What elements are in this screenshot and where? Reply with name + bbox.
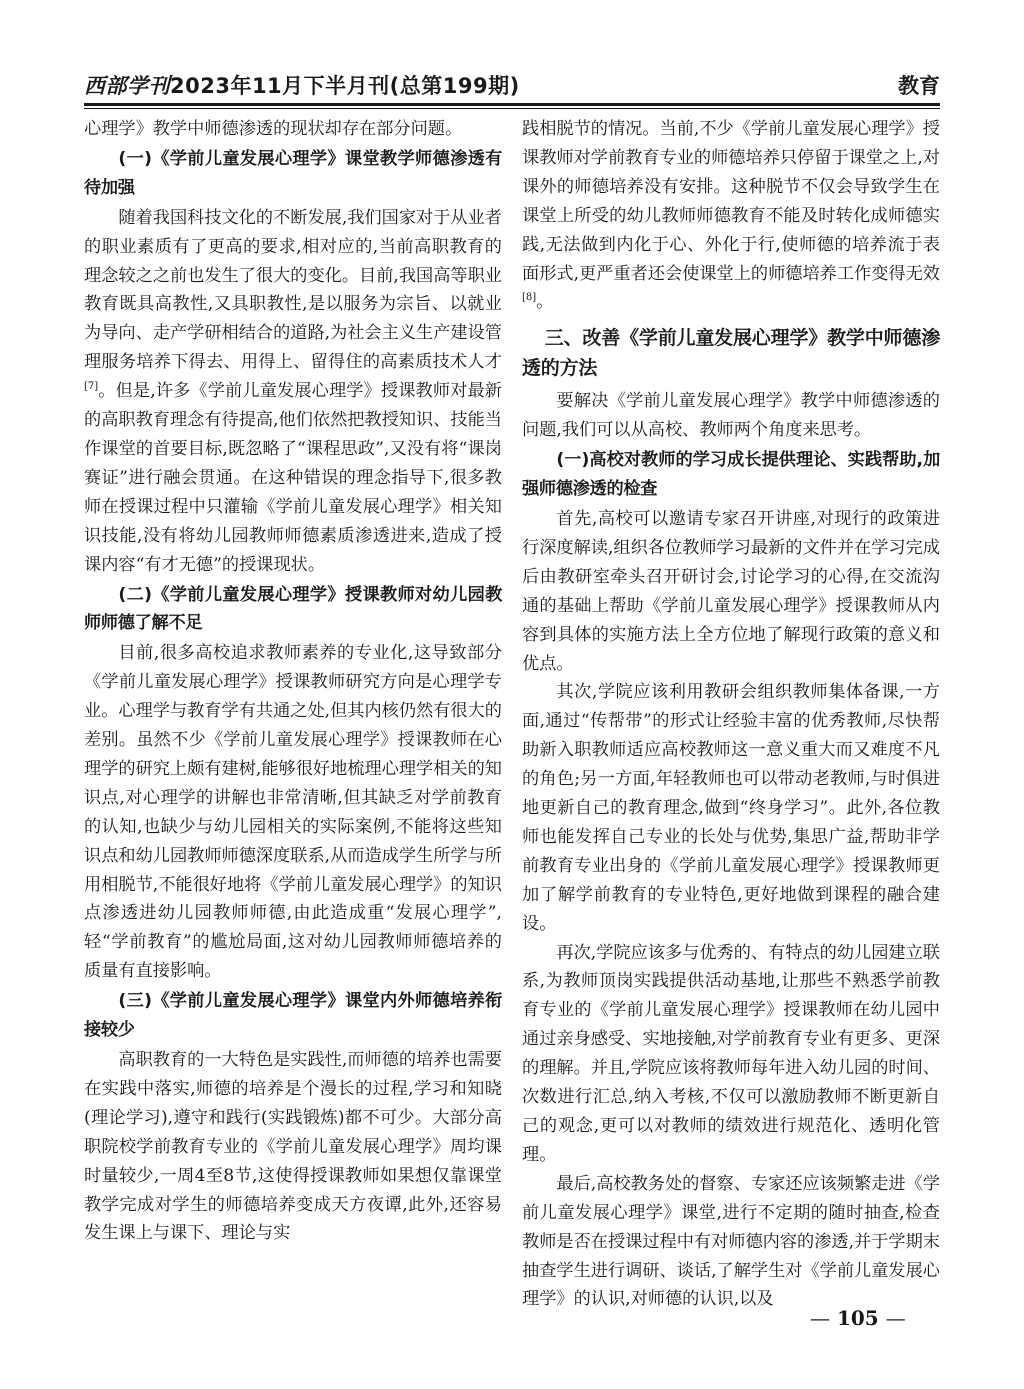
right-column [522,115,940,1314]
subsection-heading-3: (三)《学前儿童发展心理学》课堂内外师德培养衔接较少 [84,991,502,1041]
paragraph-text: 。 [536,292,554,313]
dash-left: — [810,1306,830,1330]
page-number: 105 [836,1306,879,1330]
header-rule-thick [84,103,940,106]
paragraph-text: 。但是,许多《学前儿童发展心理学》授课教师对最新的高职教育理念有待提高,他们依然把教授知识、技能当作课堂的首要目标,既忽略了“课程思政”,又没有将“课岗赛证”进行融会贯通。在这种错误的理念指导下,很多教师在授课过程中只灌输《学前儿童发展心理学》相关知识技能,没有将幼儿园教师师德素质渗透进来,造成了授课内容“有才无德”的授课现状。 [84,381,502,575]
citation: [8] [522,292,537,304]
subsection-heading-2: (二)《学前儿童发展心理学》授课教师对幼儿园教师师德了解不足 [84,584,502,634]
journal-title [84,70,520,100]
paragraph-text: 随着我国科技文化的不断发展,我们国家对于从业者的职业素质有了更高的要求,相对应的,当前高职教育的理念较之之前也发生了很大的变化。目前,我国高等职业教育既具高教性,又具职教性,是以服务为宗旨、以就业为导向、走产学研相结合的道路,为社会主义生产建设管理服务培养下得去、用得上、留得住的高素质技术人才 [84,207,502,373]
citation: [7] [84,381,99,393]
header-rule-thin [84,108,940,109]
page-number-footer [810,1306,906,1330]
paragraph [522,115,940,317]
paragraph: 再次,学院应该多与优秀的、有特点的幼儿园建立联系,为教师顶岗实践提供活动基地,让那些不熟悉学前教育专业的《学前儿童发展心理学》授课教师在幼儿园中通过亲身感受、实地接触,对学前教育专业有更多、更深的理解。并且,学院应该将教师每年进入幼儿园的时间、次数进行汇总,纳入考核,不仅可以激励教师不断更新自己的观念,更可以对教师的绩效进行规范化、透明化管理。 [522,942,940,1165]
subsection-heading-1: (一)《学前儿童发展心理学》课堂教学师德渗透有待加强 [84,148,502,198]
left-column [84,115,502,1248]
paragraph: 目前,很多高校追求教师素养的专业化,这导致部分《学前儿童发展心理学》授课教师研究方向是心理学专业。心理学与教育学有共通之处,但其内核仍然有很大的差别。虽然不少《学前儿童发展心理学》授课教师在心理学的研究上颇有建树,能够很好地梳理心理学相关的知识点,对心理学的讲解也非常清晰,但其缺乏对学前教育的认知,也缺少与幼儿园相关的实际案例,不能将这些知识点和幼儿园教师师德深度联系,从而造成学生所学与所用相脱节,不能很好地将《学前儿童发展心理学》的知识点渗透进幼儿园教师师德,由此造成重“发展心理学”,轻“学前教育”的尴尬局面,这对幼儿园教师师德培养的质量有直接影响。 [84,643,502,982]
running-header [84,66,940,102]
journal-brand: 西部学刊 [84,73,170,98]
section-label: 教育 [898,74,940,98]
paragraph: 其次,学院应该利用教研会组织教师集体备课,一方面,通过“传帮带”的形式让经验丰富的优秀教师,尽快帮助新入职教师适应高校教师这一意义重大而又难度不凡的角色;另一方面,年轻教师也可以带动老教师,与时俱进地更新自己的教育理念,做到“终身学习”。此外,各位教师也能发挥自己专业的长处与优势,集思广益,帮助非学前教育专业出身的《学前儿童发展心理学》授课教师更加了解学前教育的专业特色,更好地做到课程的融合建设。 [522,682,940,934]
paragraph-text: 践相脱节的情况。当前,不少《学前儿童发展心理学》授课教师对学前教育专业的师德培养只停留于课堂之上,对课外的师德培养没有安排。这种脱节不仅会导致学生在课堂上所受的幼儿教师师德教育不能及时转化成师德实践,无法做到内化于心、外化于行,使师德的培养流于表面形式,更严重者还会使课堂上的师德培养工作变得无效 [522,119,940,284]
journal-issue: 2023年11月下半月刊(总第199期) [170,74,520,98]
section-heading: 三、改善《学前儿童发展心理学》教学中师德渗透的方法 [522,327,940,380]
subsection-heading: (一)高校对教师的学习成长提供理论、实践帮助,加强师德渗透的检查 [522,450,940,500]
paragraph: 要解决《学前儿童发展心理学》教学中师德渗透的问题,我们可以从高校、教师两个角度来思考。 [522,391,940,441]
paragraph: 首先,高校可以邀请专家召开讲座,对现行的政策进行深度解读,组织各位教师学习最新的文件并在学习完成后由教研室牵头召开研讨会,讨论学习的心得,在交流沟通的基础上帮助《学前儿童发展心理学》授课教师从内容到具体的实施方法上全方位地了解现行政策的意义和优点。 [522,508,940,674]
paragraph: 高职教育的一大特色是实践性,而师德的培养也需要在实践中落实,师德的培养是个漫长的过程,学习和知晓(理论学习),遵守和践行(实践锻炼)都不可少。大部分高职院校学前教育专业的《学前儿童发展心理学》周均课时量较少,一周4至8节,这使得授课教师如果想仅靠课堂教学完成对学生的师德培养变成天方夜谭,此外,还容易发生课上与课下、理论与实 [84,1050,502,1244]
paragraph: 最后,高校教务处的督察、专家还应该频繁走进《学前儿童发展心理学》课堂,进行不定期的随时抽查,检查教师是否在授课过程中有对师德内容的渗透,并于学期末抽查学生进行调研、谈话,了解学生对《学前儿童发展心理学》的认识,对师德的认识,以及 [522,1173,940,1310]
paragraph: 心理学》教学中师德渗透的现状却存在部分问题。 [84,119,463,139]
paragraph [84,204,502,580]
dash-right: — [885,1306,906,1330]
